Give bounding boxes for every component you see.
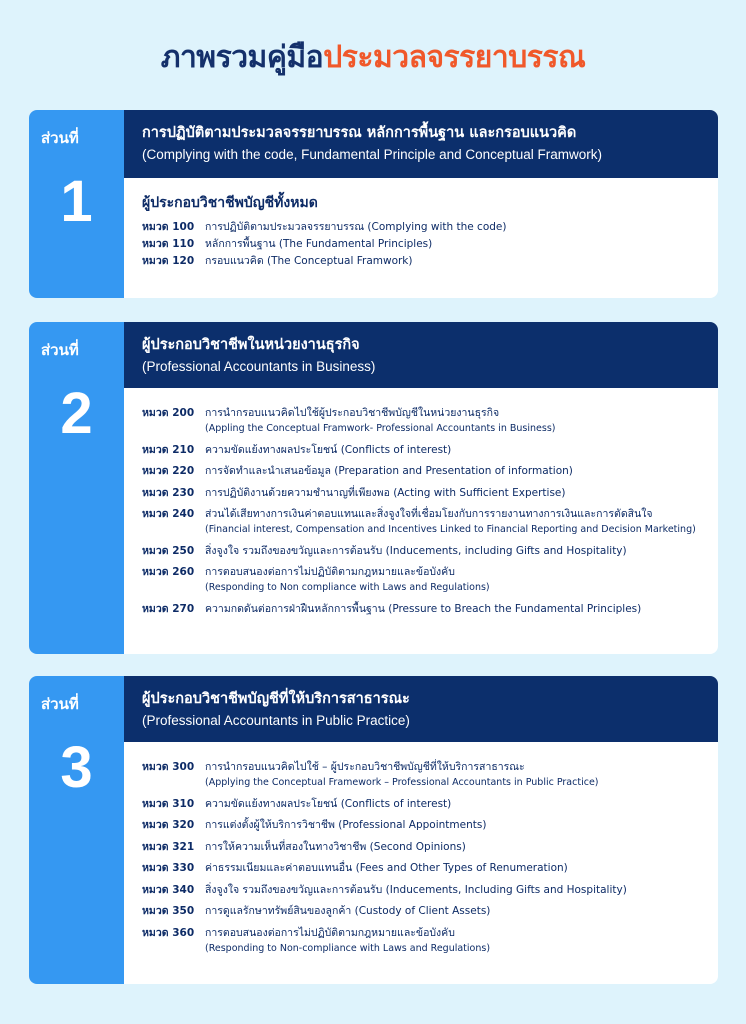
- chapter-text: [205, 486, 565, 501]
- chapter-title: ส่วนได้เสียทางการเงินค่าตอบแทนและสิ่งจูงใจที่เชื่อมโยงกับการรายงานทางการเงินและการตัดสินใจ: [205, 508, 653, 520]
- chapter-subtitle: (Appling the Conceptual Framwork- Professional Accountants in Business): [205, 423, 556, 434]
- chapter-item: [142, 544, 700, 559]
- chapter-text: [205, 861, 568, 876]
- section-badge: ส่วนที่ 2: [29, 322, 124, 654]
- chapter-code: หมวด 321: [142, 840, 195, 853]
- section-badge: ส่วนที่ 1: [29, 110, 124, 298]
- chapter-item: [142, 565, 700, 595]
- chapter-code: หมวด 270: [142, 602, 195, 615]
- chapter-text: [205, 818, 486, 833]
- page-title: ภาพรวมคู่มือประมวลจรรยาบรรณ: [160, 40, 586, 75]
- section-3: [29, 676, 718, 984]
- chapter-code: หมวด 100: [142, 221, 195, 233]
- chapter-code: หมวด 310: [142, 797, 195, 810]
- chapter-item: [142, 818, 700, 833]
- chapter-text: [205, 904, 490, 919]
- chapter-text: [205, 254, 412, 269]
- chapter-title: การตอบสนองต่อการไม่ปฏิบัติตามกฎหมายและข้อบังคับ: [205, 926, 455, 939]
- chapter-code: หมวด 260: [142, 566, 195, 578]
- chapter-item: [142, 254, 700, 269]
- chapter-subtitle: (Financial interest, Compensation and Incentives Linked to Financial Reporting and Decision Marketing): [205, 524, 696, 535]
- chapter-text: [205, 443, 451, 458]
- chapter-text: [205, 237, 432, 252]
- chapter-code: หมวด 250: [142, 544, 195, 557]
- chapter-text: [205, 565, 490, 595]
- chapter-title: สิ่งจูงใจ รวมถึงของขวัญและการต้อนรับ (Inducements, including Gifts and Hospitality): [205, 544, 627, 557]
- chapter-title: การตอบสนองต่อการไม่ปฏิบัติตามกฎหมายและข้อบังคับ: [205, 566, 455, 578]
- items: [124, 178, 718, 271]
- chapter-item: [142, 904, 700, 919]
- chapter-title: การปฏิบัติงานด้วยความชำนาญที่เพียงพอ (Acting with Sufficient Expertise): [205, 486, 566, 499]
- items: [124, 742, 718, 962]
- chapter-code: หมวด 240: [142, 508, 195, 520]
- section-1: [29, 110, 718, 298]
- chapter-code: หมวด 340: [142, 883, 195, 896]
- chapter-title: ค่าธรรมเนียมและค่าตอบแทนอื่น (Fees and Other Types of Renumeration): [205, 862, 568, 874]
- chapter-item: [142, 861, 700, 876]
- chapter-text: [205, 926, 490, 956]
- chapter-text: [205, 464, 573, 479]
- chapter-code: หมวด 330: [142, 862, 195, 874]
- chapter-text: [205, 406, 556, 436]
- chapter-title: การให้ความเห็นที่สองในทางวิชาชีพ (Second Opinions): [205, 840, 466, 853]
- chapter-title: การปฏิบัติตามประมวลจรรยาบรรณ (Complying with the code): [205, 221, 507, 233]
- group-title: ผู้ประกอบวิชาชีพบัญชีทั้งหมด: [142, 195, 318, 211]
- section-header: การปฏิบัติตามประมวลจรรยาบรรณ หลักการพื้นฐาน และกรอบแนวคิด (Complying with the code, Fundamental Principle and Conceptual Framwork): [124, 110, 718, 178]
- chapter-item: [142, 507, 700, 537]
- chapter-item: [142, 797, 700, 812]
- chapter-text: [205, 797, 451, 812]
- chapter-text: [205, 220, 506, 235]
- section-2: [29, 322, 718, 654]
- chapter-title: การนำกรอบแนวคิดไปใช้ – ผู้ประกอบวิชาชีพบัญชีที่ให้บริการสาธารณะ: [205, 761, 525, 773]
- chapter-title: การดูแลรักษาทรัพย์สินของลูกค้า (Custody of Client Assets): [205, 905, 491, 917]
- chapter-title: หลักการพื้นฐาน (The Fundamental Principles): [205, 238, 433, 250]
- chapter-code: หมวด 210: [142, 443, 195, 456]
- chapter-text: [205, 602, 641, 617]
- chapter-text: [205, 544, 627, 559]
- chapter-item: [142, 602, 700, 617]
- section-header: ผู้ประกอบวิชาชีพในหน่วยงานธุรกิจ (Professional Accountants in Business): [124, 322, 718, 388]
- chapter-code: หมวด 360: [142, 926, 195, 939]
- chapter-item: [142, 926, 700, 956]
- chapter-title: ความขัดแย้งทางผลประโยชน์ (Conflicts of interest): [205, 443, 452, 456]
- chapter-item: [142, 443, 700, 458]
- chapter-text: [205, 760, 599, 790]
- chapter-code: หมวด 200: [142, 407, 195, 419]
- section-header: ผู้ประกอบวิชาชีพบัญชีที่ให้บริการสาธารณะ (Professional Accountants in Public Practice): [124, 676, 718, 742]
- chapter-code: หมวด 350: [142, 905, 195, 917]
- chapter-subtitle: (Responding to Non compliance with Laws and Regulations): [205, 582, 490, 593]
- chapter-item: [142, 237, 700, 252]
- chapter-title: สิ่งจูงใจ รวมถึงของขวัญและการต้อนรับ (Inducements, Including Gifts and Hospitality): [205, 883, 627, 896]
- chapter-title: การแต่งตั้งผู้ให้บริการวิชาชีพ (Professional Appointments): [205, 819, 487, 831]
- chapter-title: การนำกรอบแนวคิดไปใช้ผู้ประกอบวิชาชีพบัญชีในหน่วยงานธุรกิจ: [205, 407, 500, 419]
- items: [124, 388, 718, 623]
- chapter-text: [205, 507, 696, 537]
- chapter-title: ความขัดแย้งทางผลประโยชน์ (Conflicts of interest): [205, 797, 452, 810]
- chapter-code: หมวด 120: [142, 255, 195, 267]
- chapter-item: [142, 760, 700, 790]
- chapter-title: กรอบแนวคิด (The Conceptual Framwork): [205, 255, 413, 267]
- chapter-code: หมวด 110: [142, 238, 195, 250]
- chapter-item: [142, 464, 700, 479]
- chapter-item: [142, 406, 700, 436]
- chapter-item: [142, 220, 700, 235]
- chapter-code: หมวด 320: [142, 819, 195, 831]
- chapter-item: [142, 840, 700, 855]
- chapter-item: [142, 883, 700, 898]
- chapter-item: [142, 486, 700, 501]
- chapter-text: [205, 840, 466, 855]
- chapter-title: ความกดดันต่อการฝ่าฝืนหลักการพื้นฐาน (Pressure to Breach the Fundamental Principles): [205, 602, 642, 615]
- chapter-code: หมวด 220: [142, 465, 195, 477]
- chapter-subtitle: (Responding to Non-compliance with Laws and Regulations): [205, 942, 491, 954]
- chapter-subtitle: (Applying the Conceptual Framework – Professional Accountants in Public Practice): [205, 777, 599, 788]
- chapter-text: [205, 883, 627, 898]
- chapter-code: หมวด 300: [142, 761, 195, 773]
- section-badge: ส่วนที่ 3: [29, 676, 124, 984]
- chapter-code: หมวด 230: [142, 486, 195, 499]
- chapter-title: การจัดทำและนำเสนอข้อมูล (Preparation and Presentation of information): [205, 465, 573, 477]
